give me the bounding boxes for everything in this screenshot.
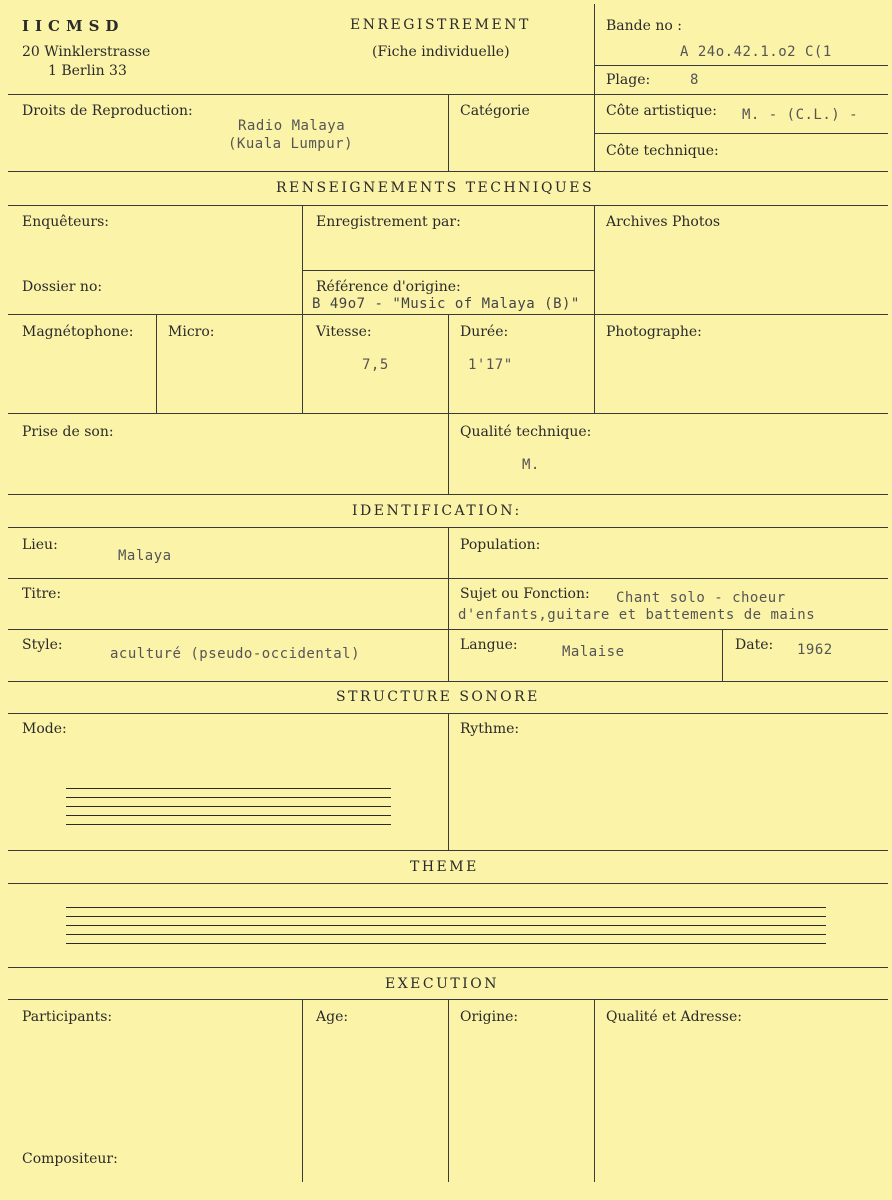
enqueteurs-label: Enquêteurs: <box>22 214 110 230</box>
section-execution-title: EXECUTION <box>385 976 500 992</box>
rule-tech-v4 <box>448 314 449 494</box>
rule-tech-bottom <box>8 494 888 495</box>
vitesse-value: 7,5 <box>362 357 389 373</box>
rythme-label: Rythme: <box>460 721 520 737</box>
address-line2: 1 Berlin 33 <box>48 63 127 79</box>
org-logo: IICMSD <box>22 17 125 35</box>
participants-label: Participants: <box>22 1009 113 1025</box>
rule-exec-v1 <box>302 999 303 1182</box>
rule-rights-bottom <box>8 171 888 172</box>
qualite-adresse-label: Qualité et Adresse: <box>606 1009 742 1025</box>
section-technical-title: RENSEIGNEMENTS TECHNIQUES <box>276 180 595 196</box>
form-subtitle: (Fiche individuelle) <box>372 44 510 60</box>
sujet-label: Sujet ou Fonction: <box>460 586 590 602</box>
rule-categorie-v <box>448 94 449 171</box>
date-label: Date: <box>735 637 774 653</box>
droits-label: Droits de Reproduction: <box>22 103 193 119</box>
duree-value: 1'17" <box>468 357 513 373</box>
droits-value-line1: Radio Malaya <box>238 118 346 134</box>
langue-value: Malaise <box>562 644 625 660</box>
bande-value: A 24o.42.1.o2 C(1 <box>680 44 832 60</box>
address-line1: 20 Winklerstrasse <box>22 44 151 60</box>
dossier-label: Dossier no: <box>22 279 103 295</box>
rule-enreg-mid <box>302 270 594 271</box>
qualite-technique-label: Qualité technique: <box>460 424 592 440</box>
enregistrement-par-label: Enregistrement par: <box>316 214 461 230</box>
bande-label: Bande no : <box>606 18 682 34</box>
titre-label: Titre: <box>22 586 62 602</box>
rule-theme-bottom <box>8 967 888 968</box>
vitesse-label: Vitesse: <box>316 324 372 340</box>
lieu-label: Lieu: <box>22 537 58 553</box>
rule-tech-v3 <box>156 314 157 413</box>
categorie-label: Catégorie <box>460 103 530 119</box>
cote-artistique-label: Côte artistique: <box>606 103 717 119</box>
sujet-value-line2: d'enfants,guitare et battements de mains <box>458 607 816 623</box>
rule-ident-v1 <box>448 527 449 681</box>
style-label: Style: <box>22 637 63 653</box>
rule-ident-bottom <box>8 681 888 682</box>
plage-label: Plage: <box>606 72 651 88</box>
sujet-value-line1: Chant solo - choeur <box>616 590 786 606</box>
compositeur-label: Compositeur: <box>22 1151 118 1167</box>
micro-label: Micro: <box>168 324 215 340</box>
cote-technique-label: Côte technique: <box>606 143 719 159</box>
form-title: ENREGISTREMENT <box>350 17 531 33</box>
duree-label: Durée: <box>460 324 509 340</box>
magnetophone-label: Magnétophone: <box>22 324 134 340</box>
cote-artistique-value: M. - (C.L.) - <box>742 107 859 123</box>
rule-tech-v1 <box>302 205 303 413</box>
rule-header-v <box>594 4 595 171</box>
age-label: Age: <box>316 1009 349 1025</box>
archives-label: Archives Photos <box>606 214 721 230</box>
lieu-value: Malaya <box>118 548 172 564</box>
rule-exec-v2 <box>448 999 449 1182</box>
rule-struct-bottom <box>8 850 888 851</box>
prise-label: Prise de son: <box>22 424 114 440</box>
style-value: aculturé (pseudo-occidental) <box>110 646 361 662</box>
plage-value: 8 <box>690 72 699 88</box>
date-value: 1962 <box>797 642 833 658</box>
droits-value-line2: (Kuala Lumpur) <box>228 136 354 152</box>
section-structure-title: STRUCTURE SONORE <box>336 689 540 705</box>
section-theme-title: THEME <box>410 859 479 875</box>
mode-label: Mode: <box>22 721 67 737</box>
rule-struct-v <box>448 713 449 850</box>
rule-ident-v2 <box>722 629 723 681</box>
rule-exec-v3 <box>594 999 595 1182</box>
section-identification-title: IDENTIFICATION: <box>352 503 522 519</box>
rule-tech-title-bottom <box>8 205 888 206</box>
reference-value: B 49o7 - "Music of Malaya (B)" <box>312 296 580 312</box>
rule-cote-mid <box>594 133 888 134</box>
rule-tech-v2 <box>594 205 595 413</box>
qualite-technique-value: M. <box>522 457 540 473</box>
population-label: Population: <box>460 537 541 553</box>
photographe-label: Photographe: <box>606 324 702 340</box>
reference-label: Référence d'origine: <box>316 279 461 295</box>
rule-theme-title-bottom <box>8 883 888 884</box>
langue-label: Langue: <box>460 637 518 653</box>
rule-plage-top <box>594 65 888 66</box>
origine-label: Origine: <box>460 1009 519 1025</box>
